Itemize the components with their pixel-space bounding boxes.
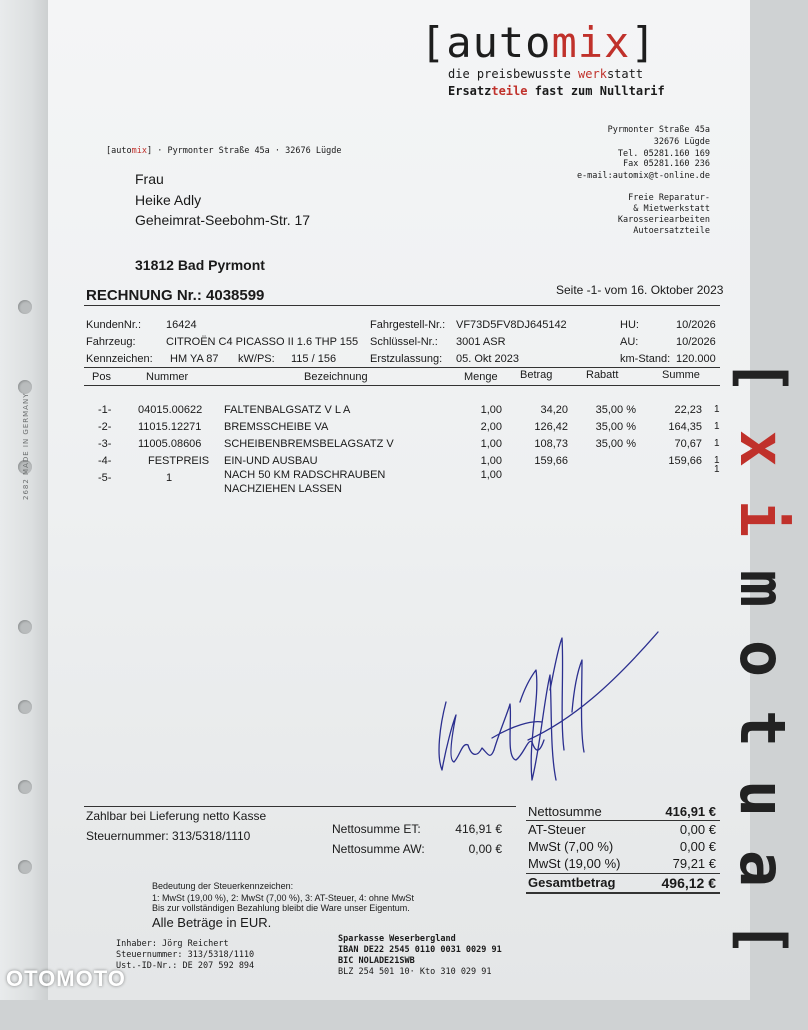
cell-summe: 22,23 [674, 404, 702, 416]
hu-label: HU: [620, 319, 639, 331]
col-pos: Pos [92, 371, 111, 383]
gesamt-rule-bottom [526, 892, 720, 894]
cell-pos: -1- [98, 404, 112, 416]
cell-pos: -5- [98, 472, 112, 484]
cell-code: 1 [714, 438, 720, 449]
footer-bank: Sparkasse Weserbergland [338, 934, 456, 944]
fahrzeug-value: CITROËN C4 PICASSO II 1.6 THP 155 [166, 336, 359, 348]
cell-rabatt: 35,00 % [595, 438, 636, 450]
col-rabatt: Rabatt [586, 369, 619, 381]
watermark-letter: o [726, 639, 800, 678]
watermark-letter: t [726, 709, 800, 748]
at-steuer-label: AT-Steuer [528, 822, 586, 837]
col-nummer: Nummer [146, 371, 189, 383]
invoice-title: RECHNUNG Nr.: 4038599 [86, 287, 265, 304]
kennzeichen-value: HM YA 87 [170, 353, 219, 365]
recipient-name: Heike Adly [135, 192, 202, 208]
netto-et-label: Nettosumme ET: [332, 822, 421, 836]
company-service: Freie Reparatur- [628, 193, 710, 203]
company-email: e-mail:automix@t-online.de [576, 171, 710, 181]
netto-aw-value: 0,00 € [468, 842, 502, 856]
payment-terms: Zahlbar bei Lieferung netto Kasse [86, 809, 267, 823]
kennzeichen-label: Kennzeichen: [86, 353, 153, 365]
footer-ust: Ust.-ID-Nr.: DE 207 592 894 [116, 961, 255, 971]
kunden-value: 16424 [166, 319, 197, 331]
sender-line: [automix] · Pyrmonter Straße 45a · 32676 Lügde [106, 146, 342, 156]
sheet-protector-edge [0, 0, 53, 1000]
title-rule [84, 305, 720, 306]
cell-nummer: 11015.12271 [138, 421, 202, 433]
cell-betrag: 34,20 [540, 404, 568, 416]
cell-bezeichnung: BREMSSCHEIBE VA [224, 421, 329, 433]
note-line-4: Alle Beträge in EUR. [152, 915, 272, 930]
footer-iban: IBAN DE22 2545 0110 0031 0029 91 [338, 945, 502, 955]
cell-summe: 164,35 [668, 421, 702, 433]
kunden-label: KundenNr.: [86, 319, 142, 331]
cell-nummer: 11005.08606 [138, 438, 202, 450]
cell-menge: 1,00 [480, 455, 502, 467]
otomoto-watermark: OTOMOTO [6, 966, 126, 991]
cell-pos: -3- [98, 438, 112, 450]
table-header-rule-top [84, 367, 720, 368]
kw-label: kW/PS: [238, 353, 275, 365]
cell-rabatt: 35,00 % [595, 404, 636, 416]
col-menge: Menge [464, 371, 498, 383]
punch-hole [18, 860, 32, 874]
kw-value: 115 / 156 [291, 353, 337, 365]
cell-betrag: 126,42 [534, 421, 568, 433]
col-bezeichnung: Bezeichnung [304, 371, 368, 383]
mwst7-label: MwSt (7,00 %) [528, 839, 614, 854]
cell-nummer: FESTPREIS [148, 455, 210, 467]
erstzulassung-value: 05. Okt 2023 [456, 353, 519, 365]
watermark-letter: i [726, 499, 800, 538]
mwst19-value: 79,21 € [672, 856, 716, 871]
au-label: AU: [620, 336, 639, 348]
mwst7-value: 0,00 € [679, 839, 716, 854]
watermark-letter: m [726, 569, 800, 608]
au-value: 10/2026 [676, 336, 716, 348]
cell-betrag: 108,73 [534, 438, 568, 450]
km-label: km-Stand: [620, 353, 671, 365]
cell-code: 1 [714, 404, 720, 415]
cell-menge: 2,00 [480, 421, 502, 433]
cell-nummer: 1 [166, 472, 173, 484]
netto-value: 416,91 € [665, 804, 716, 819]
cell-bezeichnung: SCHEIBENBREMSBELAGSATZ V [224, 438, 394, 450]
cell-bezeichnung: NACH 50 KM RADSCHRAUBEN [224, 469, 386, 481]
cell-bezeichnung-2: NACHZIEHEN LASSEN [224, 483, 342, 495]
mwst19-label: MwSt (19,00 %) [528, 856, 621, 871]
cell-betrag: 159,66 [534, 455, 568, 467]
footer-blz: BLZ 254 501 10· Kto 310 029 91 [338, 967, 492, 977]
cell-bezeichnung: EIN-UND AUSBAU [224, 455, 318, 467]
gesamt-rule-top [526, 873, 720, 874]
hu-value: 10/2026 [676, 319, 716, 331]
cell-bezeichnung: FALTENBALGSATZ V L A [224, 404, 351, 416]
sleeve-mark: 2682 MADE IN GERMANY [22, 392, 30, 500]
note-line-3: Bis zur vollständigen Bezahlung bleibt die Ware unser Eigentum. [152, 903, 410, 913]
watermark-bracket: [ [726, 919, 800, 958]
company-service: Autoersatzteile [633, 226, 710, 236]
note-line-1: Bedeutung der Steuerkennzeichen: [152, 881, 294, 891]
footer-steuernummer: Steuernummer: 313/5318/1110 [116, 950, 255, 960]
col-betrag: Betrag [520, 369, 553, 381]
recipient-salutation: Frau [135, 171, 164, 187]
cell-summe: 159,66 [668, 455, 702, 467]
cell-menge: 1,00 [480, 404, 502, 416]
company-service: & Mietwerkstatt [633, 204, 710, 214]
cell-code: 1 [714, 455, 720, 466]
gesamt-value: 496,12 € [661, 875, 716, 891]
watermark-letter: x [726, 429, 800, 468]
company-fax: Fax 05281.160 236 [623, 159, 710, 169]
gesamt-label: Gesamtbetrag [528, 875, 616, 890]
cell-nummer: 04015.00622 [138, 404, 203, 416]
invoice-document [48, 0, 800, 1000]
note-line-2: 1: MwSt (19,00 %), 2: MwSt (7,00 %), 3: AT-Steuer, 4: ohne MwSt [152, 893, 414, 903]
recipient-city: 31812 Bad Pyrmont [135, 257, 265, 273]
punch-hole [18, 300, 32, 314]
cell-code: 1 [714, 421, 720, 432]
tagline-1: die preisbewusste werkstatt [448, 67, 644, 81]
steuernummer: Steuernummer: 313/5318/1110 [86, 829, 251, 843]
at-steuer-value: 0,00 € [679, 822, 716, 837]
footer-bic: BIC NOLADE21SWB [338, 956, 415, 966]
cell-code: 1 [714, 464, 720, 475]
schluessel-label: Schlüssel-Nr.: [370, 336, 438, 348]
company-city: 32676 Lügde [653, 137, 710, 147]
punch-hole [18, 700, 32, 714]
table-header-rule-bottom [84, 385, 720, 386]
watermark-letter: u [726, 779, 800, 818]
cell-menge: 1,00 [480, 438, 502, 450]
km-value: 120.000 [676, 353, 716, 365]
fahrgestell-label: Fahrgestell-Nr.: [370, 319, 446, 331]
cell-pos: -4- [98, 455, 112, 467]
fahrgestell-value: VF73D5FV8DJ645142 [456, 319, 567, 331]
erstzulassung-label: Erstzulassung: [370, 353, 443, 365]
netto-et-value: 416,91 € [455, 822, 502, 836]
watermark-letter: a [726, 849, 800, 888]
cell-summe: 70,67 [674, 438, 702, 450]
company-tel: Tel. 05281.160 169 [617, 149, 710, 159]
signature [432, 630, 662, 795]
cell-pos: -2- [98, 421, 112, 433]
recipient-street: Geheimrat-Seebohm-Str. 17 [135, 212, 311, 228]
punch-hole [18, 780, 32, 794]
tagline-2: Ersatzteile fast zum Nulltarif [448, 84, 665, 98]
netto-label: Nettosumme [528, 804, 602, 819]
col-summe: Summe [662, 369, 700, 381]
page-info: Seite -1- vom 16. Oktober 2023 [556, 283, 724, 297]
footer-inhaber: Inhaber: Jörg Reichert [116, 939, 229, 949]
cell-rabatt: 35,00 % [595, 421, 636, 433]
automix-logo: [automix] [420, 18, 657, 67]
watermark-bracket: [ [726, 357, 800, 396]
schluessel-value: 3001 ASR [456, 336, 506, 348]
cell-menge: 1,00 [480, 469, 502, 481]
company-service: Karosseriearbeiten [617, 215, 710, 225]
fahrzeug-label: Fahrzeug: [86, 336, 136, 348]
totals-rule [526, 820, 720, 821]
company-street: Pyrmonter Straße 45a [607, 125, 710, 135]
vertical-logo-watermark [726, 330, 808, 1030]
netto-aw-label: Nettosumme AW: [332, 842, 425, 856]
punch-hole [18, 620, 32, 634]
payment-rule [84, 806, 516, 807]
